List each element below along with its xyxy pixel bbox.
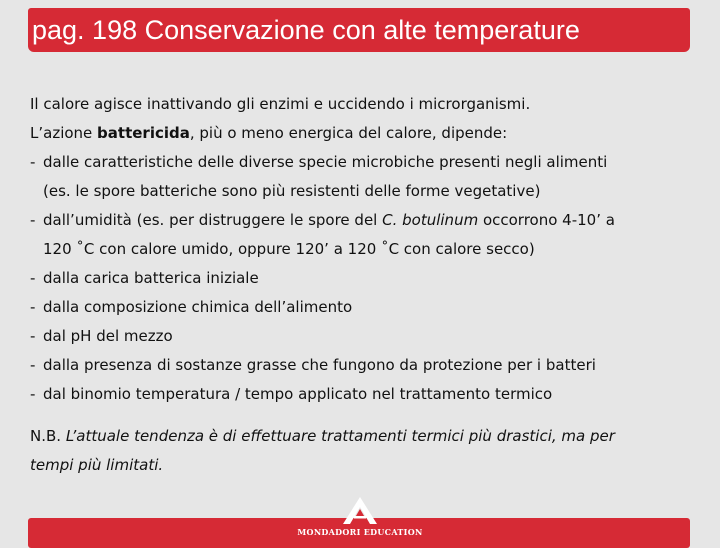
azione-after: , più o meno energica del calore, dipende: xyxy=(189,124,508,142)
nb-label: N.B. xyxy=(30,427,66,445)
list-item-text: dal binomio temperatura / tempo applicato nel trattamento termico xyxy=(43,385,553,403)
list-dash: - xyxy=(30,298,36,316)
title-bar xyxy=(28,8,690,52)
list-dash: - xyxy=(30,327,36,345)
list-dash: - xyxy=(30,269,36,287)
slide-content xyxy=(30,90,690,480)
species-name: C. botulinum xyxy=(382,211,479,229)
list-dash: - xyxy=(30,356,36,374)
list-item xyxy=(30,293,690,322)
list-dash: - xyxy=(30,153,36,171)
publisher-logo xyxy=(288,496,432,542)
list-dash: - xyxy=(30,385,36,403)
list-item-text: dalle caratteristiche delle diverse specie microbiche presenti negli alimenti xyxy=(43,153,608,171)
logo-text: MONDADORI EDUCATION xyxy=(297,527,423,537)
list-item xyxy=(30,264,690,293)
list-item xyxy=(30,380,690,409)
list-item-text: dalla carica batterica iniziale xyxy=(43,269,259,287)
nota-bene xyxy=(30,422,690,480)
list-item xyxy=(30,351,690,380)
list-item-text: dalla presenza di sostanze grasse che fungono da protezione per i batteri xyxy=(43,356,596,374)
intro-text: Il calore agisce inattivando gli enzimi e uccidendo i microrganismi. xyxy=(30,95,531,113)
list-item-text: dal pH del mezzo xyxy=(43,327,173,345)
page-title: pag. 198 Conservazione con alte temperature xyxy=(32,15,580,45)
list-item xyxy=(30,322,690,351)
list-item-continuation: 120 ˚C con calore umido, oppure 120’ a 120 ˚C con calore secco) xyxy=(43,240,535,258)
list-item xyxy=(30,148,690,177)
list-item-text: dall’umidità (es. per distruggere le spore del xyxy=(43,211,383,229)
list-item-text: dalla composizione chimica dell’alimento xyxy=(43,298,353,316)
nb-text: L’attuale tendenza è di effettuare trattamenti termici più drastici, ma per xyxy=(65,427,615,445)
azione-bold: battericida xyxy=(97,124,190,142)
nb-line xyxy=(30,422,690,451)
mondadori-logo-icon xyxy=(340,496,380,526)
list-item-continuation: (es. le spore batteriche sono più resistenti delle forme vegetative) xyxy=(43,182,541,200)
azione-before: L’azione xyxy=(30,124,98,142)
nb-text-continuation: tempi più limitati. xyxy=(30,456,164,474)
list-item-text: occorrono 4-10’ a xyxy=(478,211,615,229)
azione-text xyxy=(30,119,690,148)
list-dash: - xyxy=(30,211,36,229)
list-item xyxy=(30,206,690,235)
